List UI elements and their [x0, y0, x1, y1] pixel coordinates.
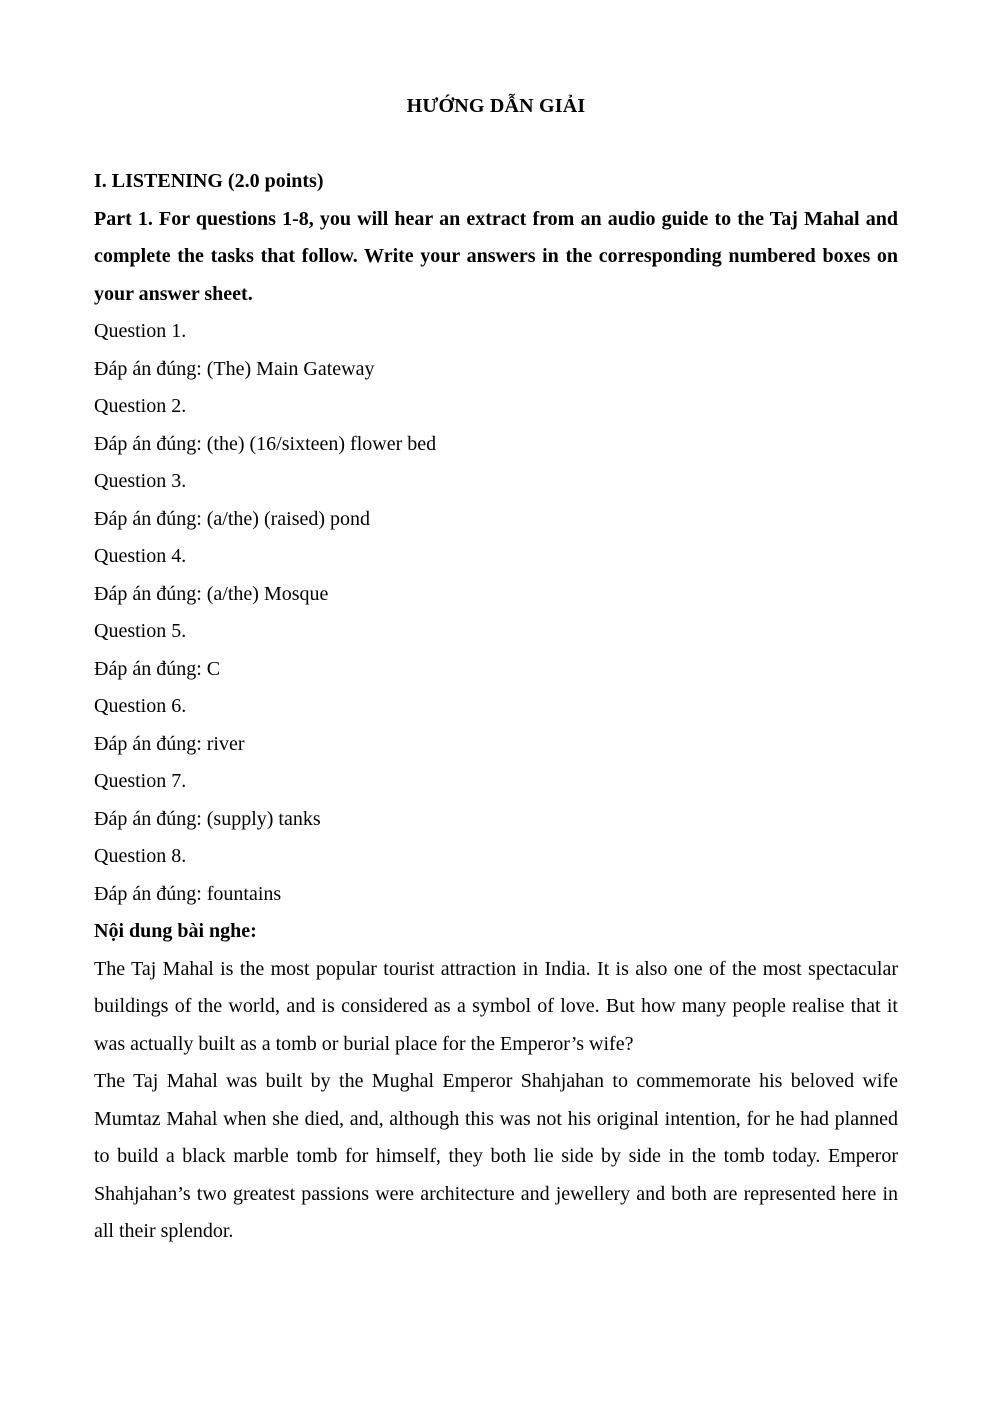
question-label: Question 8.: [94, 845, 187, 867]
answer-line: Đáp án đúng: (supply) tanks: [94, 807, 321, 830]
question-label: Question 7.: [94, 770, 187, 792]
question-label: Question 1.: [94, 320, 187, 342]
listening-section-heading: I. LISTENING (2.0 points): [94, 170, 324, 192]
answer-line: Đáp án đúng: (The) Main Gateway: [94, 357, 375, 380]
question-label: Question 4.: [94, 545, 187, 567]
question-label: Question 2.: [94, 395, 187, 417]
answer-line: Đáp án đúng: (a/the) Mosque: [94, 582, 329, 605]
transcript-heading: Nội dung bài nghe:: [94, 920, 257, 942]
answer-line: Đáp án đúng: river: [94, 732, 245, 755]
answer-line: Đáp án đúng: C: [94, 657, 221, 680]
part1-instructions: Part 1. For questions 1-8, you will hear an extract from an audio guide to the Taj Mahal and complete the tasks that follow. Write your answers in the corresponding numbered boxes on your answer sheet.: [94, 207, 898, 305]
transcript-paragraph-2: The Taj Mahal was built by the Mughal Emperor Shahjahan to commemorate his beloved wife Mumtaz Mahal when she died, and, although this was not his original intention, for he had planned to build a black marble tomb for himself, they both lie side by side in the tomb today. Emperor Shahjahan’s two greatest passions were architecture and jewellery and both are represented here in all their splendor.: [94, 1070, 898, 1242]
blank-line-spacer: [94, 126, 898, 164]
answer-line: Đáp án đúng: (a/the) (raised) pond: [94, 507, 371, 530]
question-label: Question 5.: [94, 620, 187, 642]
answer-line: Đáp án đúng: (the) (16/sixteen) flower bed: [94, 432, 437, 455]
question-label: Question 3.: [94, 470, 187, 492]
question-label: Question 6.: [94, 695, 187, 717]
transcript-paragraph-1: The Taj Mahal is the most popular tourist attraction in India. It is also one of the most spectacular buildings of the world, and is considered as a symbol of love. But how many people realise that it was actually built as a tomb or burial place for the Emperor’s wife?: [94, 957, 898, 1055]
answers-list: [94, 313, 898, 913]
document-title: HƯỚNG DẪN GIẢI: [406, 95, 586, 117]
answer-line: Đáp án đúng: fountains: [94, 882, 282, 905]
